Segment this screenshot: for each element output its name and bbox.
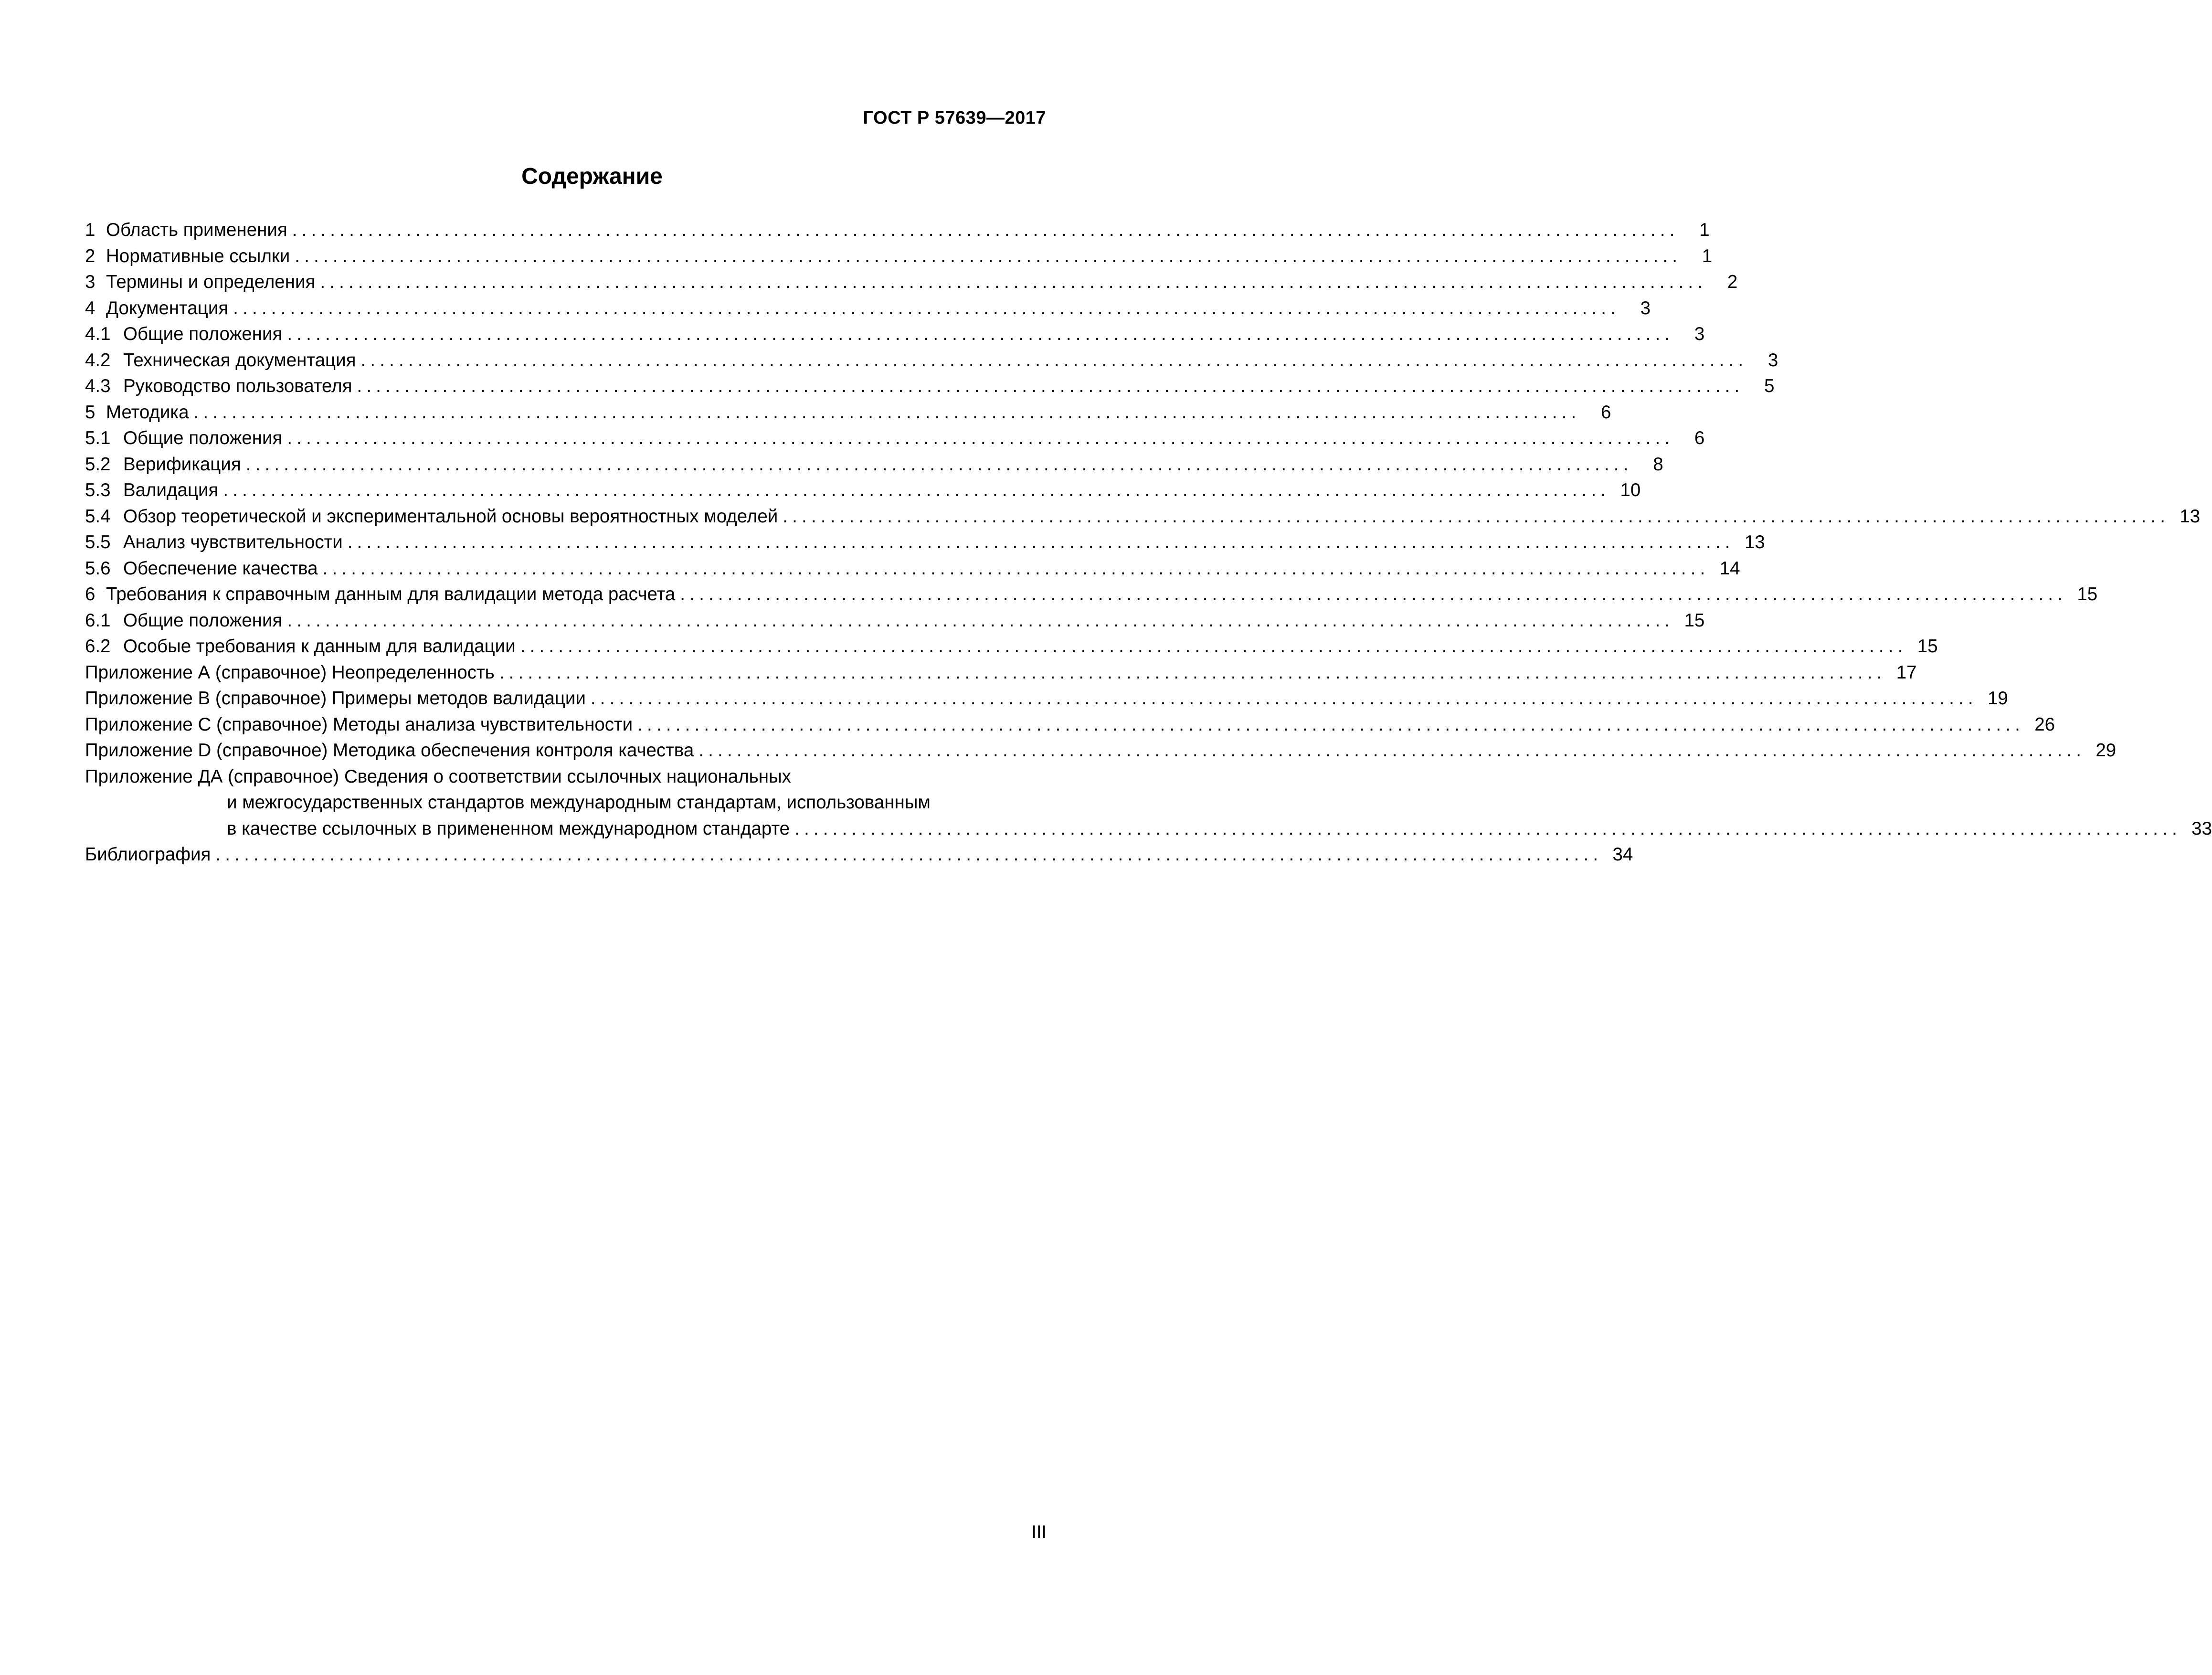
- toc-entry-label: Приложение С (справочное) Методы анализа чувствительности: [85, 714, 633, 735]
- toc-entry-label: Приложение А (справочное) Неопределенность: [85, 662, 495, 683]
- toc-entry-5-4[interactable]: [85, 504, 2201, 530]
- toc-entry-page: 8: [1653, 454, 1663, 475]
- toc-entry-5-5[interactable]: [85, 530, 1765, 556]
- toc-entry-label: Валидация: [123, 480, 219, 500]
- dot-leader: ..................................................................................................................................................: [637, 714, 2025, 735]
- table-of-contents: [85, 217, 2212, 868]
- dot-leader: ..................................................................................................................................................: [215, 844, 1603, 865]
- dot-leader: ..................................................................................................................................................: [322, 558, 1710, 579]
- dot-leader: ..................................................................................................................................................: [295, 245, 1682, 266]
- toc-entry-5-6[interactable]: [85, 556, 1740, 582]
- toc-entry-number: 1: [85, 220, 95, 240]
- toc-entry-label: Термины и определения: [106, 272, 316, 292]
- toc-entry-appendix-da-line1[interactable]: [85, 764, 1048, 790]
- toc-entry-5[interactable]: [85, 400, 1611, 426]
- toc-entry-5-2[interactable]: [85, 452, 1663, 478]
- toc-entry-5-3[interactable]: [85, 477, 1641, 504]
- toc-entry-page: 6: [1600, 402, 1611, 423]
- toc-entry-number: 4: [85, 297, 95, 318]
- toc-entry-appendix-d[interactable]: [85, 738, 2117, 764]
- toc-entry-number: 5.1: [85, 428, 111, 448]
- toc-entry-label: Библиография: [85, 844, 211, 865]
- dot-leader: ..................................................................................................................................................: [287, 610, 1674, 631]
- toc-entry-label: Верификация: [123, 454, 241, 475]
- toc-entry-page: 15: [1684, 610, 1705, 631]
- toc-entry-page: 26: [2034, 714, 2055, 735]
- toc-entry-6-1[interactable]: [85, 608, 1705, 634]
- toc-entry-number: 6.2: [85, 636, 111, 657]
- toc-entry-page: 13: [1744, 532, 1765, 552]
- toc-entry-4-2[interactable]: [85, 348, 1778, 374]
- dot-leader: ..................................................................................................................................................: [680, 584, 2067, 604]
- toc-entry-page: 15: [1917, 636, 1938, 657]
- toc-title: Содержание: [521, 164, 663, 189]
- toc-entry-6-2[interactable]: [85, 634, 1938, 660]
- toc-entry-page: 15: [2077, 584, 2098, 604]
- dot-leader: ..................................................................................................................................................: [590, 688, 1978, 709]
- dot-leader: ..................................................................................................................................................: [794, 818, 2181, 839]
- toc-entry-number: 3: [85, 272, 95, 292]
- toc-entry-label: Особые требования к данным для валидации: [123, 636, 516, 657]
- toc-entry-page: 33: [2191, 818, 2212, 839]
- toc-entry-page: 34: [1612, 844, 1633, 865]
- toc-entry-label: Приложение ДА (справочное) Сведения о соответствии ссылочных национальных: [85, 766, 791, 787]
- toc-entry-6[interactable]: [85, 582, 2098, 608]
- toc-entry-label-continuation: и межгосударственных стандартов международным стандартам, использованным: [227, 792, 931, 813]
- toc-entry-number: 4.3: [85, 376, 111, 396]
- toc-entry-page: 1: [1699, 220, 1710, 240]
- toc-entry-label: Общие положения: [123, 610, 283, 631]
- toc-entry-appendix-b[interactable]: [85, 686, 2008, 712]
- toc-entry-label-continuation: в качестве ссылочных в примененном международном стандарте: [227, 818, 790, 839]
- toc-entry-number: 5.6: [85, 558, 111, 579]
- toc-entry-number: 5.4: [85, 506, 111, 527]
- dot-leader: ..................................................................................................................................................: [292, 220, 1679, 240]
- toc-entry-2[interactable]: [85, 244, 1713, 270]
- page-number: III: [1031, 1522, 1047, 1542]
- dot-leader: ..................................................................................................................................................: [193, 402, 1581, 423]
- toc-entry-page: 1: [1702, 245, 1713, 266]
- toc-entry-number: 2: [85, 245, 95, 266]
- toc-entry-3[interactable]: [85, 269, 1738, 296]
- toc-entry-number: 4.2: [85, 350, 111, 371]
- toc-entry-number: 5.3: [85, 480, 111, 500]
- toc-entry-label: Область применения: [106, 220, 287, 240]
- dot-leader: ..................................................................................................................................................: [520, 636, 1907, 657]
- toc-entry-page: 3: [1767, 350, 1778, 371]
- dot-leader: ..................................................................................................................................................: [347, 532, 1735, 552]
- dot-leader: ..................................................................................................................................................: [360, 350, 1748, 371]
- dot-leader: ..................................................................................................................................................: [245, 454, 1633, 475]
- toc-entry-page: 2: [1727, 272, 1738, 292]
- toc-entry-label: Требования к справочным данным для валидации метода расчета: [106, 584, 676, 604]
- toc-entry-number: 6: [85, 584, 95, 604]
- toc-entry-bibliography[interactable]: [85, 842, 1633, 868]
- toc-entry-number: 6.1: [85, 610, 111, 631]
- toc-entry-appendix-da-line2: [85, 790, 1048, 816]
- toc-entry-5-1[interactable]: [85, 425, 1705, 452]
- toc-entry-page: 3: [1640, 297, 1651, 318]
- dot-leader: ..................................................................................................................................................: [783, 506, 2170, 527]
- toc-entry-label: Общие положения: [123, 428, 283, 448]
- toc-entry-appendix-a[interactable]: [85, 660, 1917, 686]
- toc-entry-number: 5.2: [85, 454, 111, 475]
- dot-leader: ..................................................................................................................................................: [357, 376, 1744, 396]
- toc-entry-label: Анализ чувствительности: [123, 532, 343, 552]
- dot-leader: ..................................................................................................................................................: [287, 324, 1674, 344]
- toc-entry-number: 5: [85, 402, 95, 423]
- toc-entry-label: Приложение D (справочное) Методика обеспечения контроля качества: [85, 740, 694, 761]
- toc-entry-page: 29: [2096, 740, 2117, 761]
- toc-entry-label: Документация: [106, 297, 229, 318]
- toc-entry-page: 19: [1987, 688, 2008, 709]
- dot-leader: ..................................................................................................................................................: [699, 740, 2086, 761]
- toc-entry-number: 4.1: [85, 324, 111, 344]
- toc-entry-label: Нормативные ссылки: [106, 245, 290, 266]
- toc-entry-4-3[interactable]: [85, 373, 1775, 400]
- dot-leader: ..................................................................................................................................................: [223, 480, 1610, 500]
- toc-entry-page: 13: [2180, 506, 2201, 527]
- dot-leader: ..................................................................................................................................................: [287, 428, 1674, 448]
- toc-entry-label: Обеспечение качества: [123, 558, 318, 579]
- dot-leader: ..................................................................................................................................................: [233, 297, 1620, 318]
- dot-leader: ..................................................................................................................................................: [499, 662, 1886, 683]
- toc-entry-appendix-c[interactable]: [85, 712, 2055, 738]
- document-code: ГОСТ Р 57639—2017: [863, 108, 1046, 128]
- toc-entry-page: 17: [1896, 662, 1917, 683]
- toc-entry-4-1[interactable]: [85, 321, 1705, 348]
- toc-entry-label: Общие положения: [123, 324, 283, 344]
- toc-entry-page: 3: [1694, 324, 1705, 344]
- toc-entry-number: 5.5: [85, 532, 111, 552]
- toc-entry-label: Руководство пользователя: [123, 376, 352, 396]
- toc-entry-page: 14: [1719, 558, 1740, 579]
- toc-entry-page: 5: [1764, 376, 1775, 396]
- toc-entry-label: Обзор теоретической и экспериментальной основы вероятностных моделей: [123, 506, 778, 527]
- toc-entry-page: 10: [1620, 480, 1641, 500]
- toc-entry-label: Приложение В (справочное) Примеры методов валидации: [85, 688, 586, 709]
- toc-entry-4[interactable]: [85, 296, 1651, 322]
- toc-entry-1[interactable]: [85, 217, 1710, 244]
- dot-leader: ..................................................................................................................................................: [320, 272, 1707, 292]
- toc-entry-appendix-da-line3[interactable]: [85, 816, 2212, 842]
- toc-entry-label: Методика: [106, 402, 189, 423]
- toc-entry-page: 6: [1694, 428, 1705, 448]
- toc-entry-label: Техническая документация: [123, 350, 356, 371]
